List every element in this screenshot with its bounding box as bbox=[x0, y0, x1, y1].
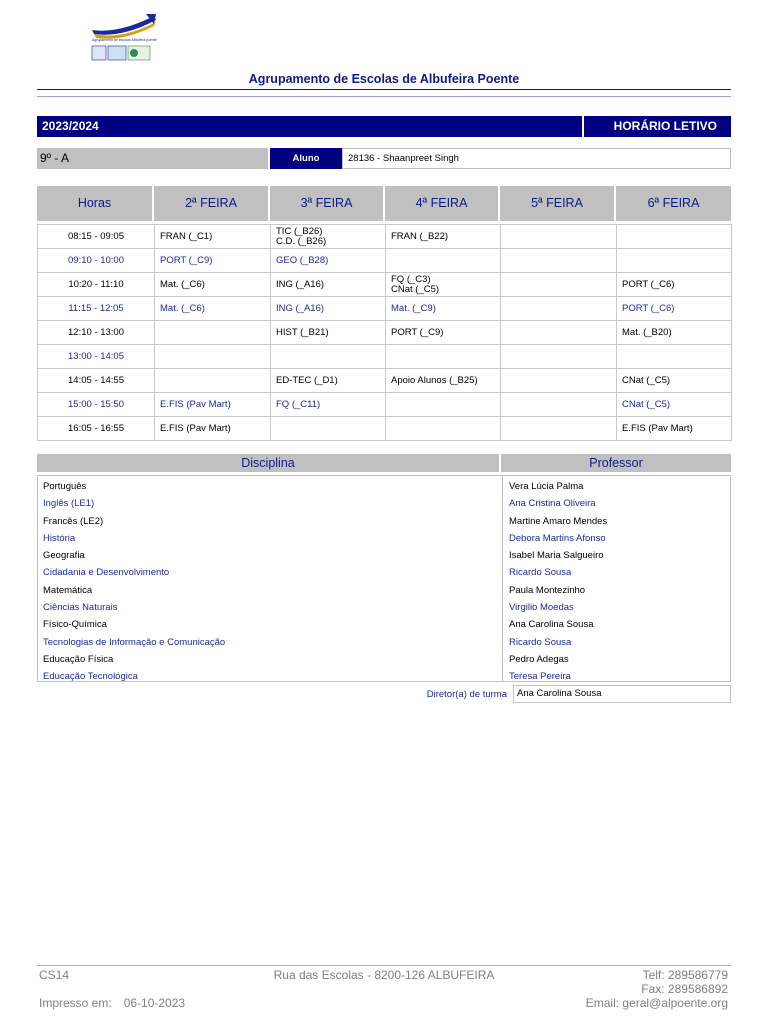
subject-item: Educação Tecnológica bbox=[43, 671, 138, 683]
school-logo bbox=[88, 12, 160, 66]
time-slot: 13:00 - 14:05 bbox=[38, 345, 155, 369]
schedule-row bbox=[38, 393, 732, 417]
col-header-thursday: 5ª FEIRA bbox=[500, 186, 616, 221]
teacher-list bbox=[509, 478, 607, 686]
schedule-cell: Mat. (_C6) bbox=[155, 273, 271, 297]
teacher-item: Ricardo Sousa bbox=[509, 636, 572, 648]
schedule-cell bbox=[386, 393, 501, 417]
time-slot: 11:15 - 12:05 bbox=[38, 297, 155, 321]
schedule-cell: Mat. (_C9) bbox=[386, 297, 501, 321]
schedule-cell: Mat. (_C6) bbox=[155, 297, 271, 321]
schedule-cell: ING (_A16) bbox=[271, 297, 386, 321]
schedule-row bbox=[38, 249, 732, 273]
teacher-item: Isabel Maria Salgueiro bbox=[509, 550, 604, 562]
schedule-row bbox=[38, 321, 732, 345]
schedule-cell: E.FIS (Pav Mart) bbox=[155, 417, 271, 441]
schedule-cell bbox=[501, 393, 617, 417]
subject-item: Português bbox=[43, 481, 87, 492]
logo-caption: Agrupamento de escolas Albufeira poente bbox=[92, 38, 157, 42]
schedule-cell bbox=[155, 369, 271, 393]
schedule-cell: CNat (_C5) bbox=[617, 393, 732, 417]
schedule-cell: E.FIS (Pav Mart) bbox=[155, 393, 271, 417]
schedule-cell bbox=[501, 417, 617, 441]
schedule-table bbox=[37, 224, 732, 441]
subject-item: Cidadania e Desenvolvimento bbox=[43, 567, 170, 579]
subject-item: Matemática bbox=[43, 584, 93, 596]
schedule-cell bbox=[386, 345, 501, 369]
teacher-item: Ana Carolina Sousa bbox=[509, 619, 594, 631]
subject-item: Geografia bbox=[43, 550, 85, 562]
teacher-item: Ana Cristina Oliveira bbox=[509, 498, 596, 510]
col-header-tuesday: 3ª FEIRA bbox=[270, 186, 385, 221]
schedule-row bbox=[38, 297, 732, 321]
subject-item: Ciências Naturais bbox=[43, 602, 118, 614]
col-header-monday: 2ª FEIRA bbox=[154, 186, 270, 221]
schedule-cell bbox=[155, 345, 271, 369]
schedule-cell bbox=[501, 273, 617, 297]
schedule-cell bbox=[501, 345, 617, 369]
class-name: 9º - A bbox=[37, 148, 268, 169]
schedule-row bbox=[38, 225, 732, 249]
student-label: Aluno bbox=[270, 148, 342, 169]
col-header-wednesday: 4ª FEIRA bbox=[385, 186, 500, 221]
schedule-cell: E.FIS (Pav Mart) bbox=[617, 417, 732, 441]
schedule-cell bbox=[155, 321, 271, 345]
schedule-cell: CNat (_C5) bbox=[617, 369, 732, 393]
subject-column-header: Disciplina bbox=[37, 454, 501, 472]
schedule-header bbox=[37, 186, 731, 221]
subject-item: História bbox=[43, 532, 76, 544]
class-director-label: Diretor(a) de turma bbox=[426, 689, 507, 700]
footer-printed bbox=[39, 996, 185, 1010]
schedule-cell bbox=[501, 369, 617, 393]
subjects-table bbox=[37, 475, 731, 682]
schedule-cell bbox=[617, 225, 732, 249]
schedule-row bbox=[38, 273, 732, 297]
schedule-cell: PORT (_C9) bbox=[155, 249, 271, 273]
schedule-cell bbox=[501, 297, 617, 321]
subject-item: Físico-Química bbox=[43, 619, 107, 631]
schedule-row bbox=[38, 369, 732, 393]
schedule-cell: ED-TEC (_D1) bbox=[271, 369, 386, 393]
teacher-item: Ricardo Sousa bbox=[509, 567, 572, 579]
time-slot: 14:05 - 14:55 bbox=[38, 369, 155, 393]
schedule-cell: PORT (_C6) bbox=[617, 297, 732, 321]
schedule-cell: FRAN (_B22) bbox=[386, 225, 501, 249]
schedule-cell: HIST (_B21) bbox=[271, 321, 386, 345]
document-type: HORÁRIO LETIVO bbox=[584, 116, 731, 137]
class-director-value: Ana Carolina Sousa bbox=[513, 685, 731, 703]
col-header-friday: 6ª FEIRA bbox=[616, 186, 731, 221]
time-slot: 15:00 - 15:50 bbox=[38, 393, 155, 417]
schedule-row bbox=[38, 417, 732, 441]
schedule-cell: Apoio Alunos (_B25) bbox=[386, 369, 501, 393]
subjects-header bbox=[37, 454, 731, 472]
schedule-cell bbox=[617, 345, 732, 369]
schedule-cell: FQ (_C3) CNat (_C5) bbox=[386, 273, 501, 297]
teacher-column-header: Professor bbox=[501, 454, 731, 472]
printed-date: 06-10-2023 bbox=[123, 996, 186, 1010]
teacher-item: Virgilio Moedas bbox=[509, 602, 574, 614]
subject-item: Educação Física bbox=[43, 653, 114, 665]
time-slot: 08:15 - 09:05 bbox=[38, 225, 155, 249]
teacher-item: Paula Montezinho bbox=[509, 584, 586, 596]
subject-item: Francês (LE2) bbox=[43, 515, 104, 527]
teacher-item: Debora Martins Afonso bbox=[509, 532, 606, 544]
schedule-cell: GEO (_B28) bbox=[271, 249, 386, 273]
schedule-cell: FQ (_C11) bbox=[271, 393, 386, 417]
subject-item: Tecnologias de Informação e Comunicação bbox=[43, 636, 226, 648]
footer-email: Email: geral@alpoente.org bbox=[585, 996, 728, 1010]
schedule-cell: PORT (_C6) bbox=[617, 273, 732, 297]
schedule-cell bbox=[271, 345, 386, 369]
school-name: Agrupamento de Escolas de Albufeira Poente bbox=[248, 72, 520, 86]
footer-phone: Telf: 289586779 bbox=[642, 968, 728, 982]
student-value: 28136 - Shaanpreet Singh bbox=[342, 148, 731, 169]
header-rule-secondary bbox=[37, 96, 731, 97]
time-slot: 12:10 - 13:00 bbox=[38, 321, 155, 345]
schedule-row bbox=[38, 345, 732, 369]
schedule-cell: Mat. (_B20) bbox=[617, 321, 732, 345]
schedule-cell bbox=[271, 417, 386, 441]
time-slot: 09:10 - 10:00 bbox=[38, 249, 155, 273]
schedule-cell bbox=[386, 417, 501, 441]
schedule-cell: FRAN (_C1) bbox=[155, 225, 271, 249]
schedule-cell: PORT (_C9) bbox=[386, 321, 501, 345]
header-rule bbox=[37, 89, 731, 90]
footer-rule bbox=[37, 965, 731, 966]
school-year: 2023/2024 bbox=[37, 116, 582, 137]
schedule-cell: TIC (_B26) C.D. (_B26) bbox=[271, 225, 386, 249]
schedule-cell bbox=[501, 249, 617, 273]
schedule-cell bbox=[501, 321, 617, 345]
footer-code: CS14 bbox=[39, 968, 70, 982]
subject-list bbox=[43, 478, 225, 686]
schedule-cell bbox=[617, 249, 732, 273]
footer-address: Rua das Escolas - 8200-126 ALBUFEIRA bbox=[273, 968, 495, 982]
teacher-item: Teresa Pereira bbox=[509, 671, 571, 683]
schedule-cell: ING (_A16) bbox=[271, 273, 386, 297]
time-slot: 16:05 - 16:55 bbox=[38, 417, 155, 441]
column-divider bbox=[502, 476, 503, 681]
schedule-cell bbox=[501, 225, 617, 249]
teacher-item: Pedro Adegas bbox=[509, 653, 569, 665]
footer-fax: Fax: 289586892 bbox=[641, 982, 728, 996]
printed-label: Impresso em: bbox=[39, 996, 112, 1010]
schedule-cell bbox=[386, 249, 501, 273]
time-slot: 10:20 - 11:10 bbox=[38, 273, 155, 297]
col-header-hours: Horas bbox=[37, 186, 154, 221]
teacher-item: Martine Amaro Mendes bbox=[509, 515, 608, 527]
subject-item: Inglês (LE1) bbox=[43, 498, 95, 510]
teacher-item: Vera Lúcia Palma bbox=[509, 481, 584, 492]
